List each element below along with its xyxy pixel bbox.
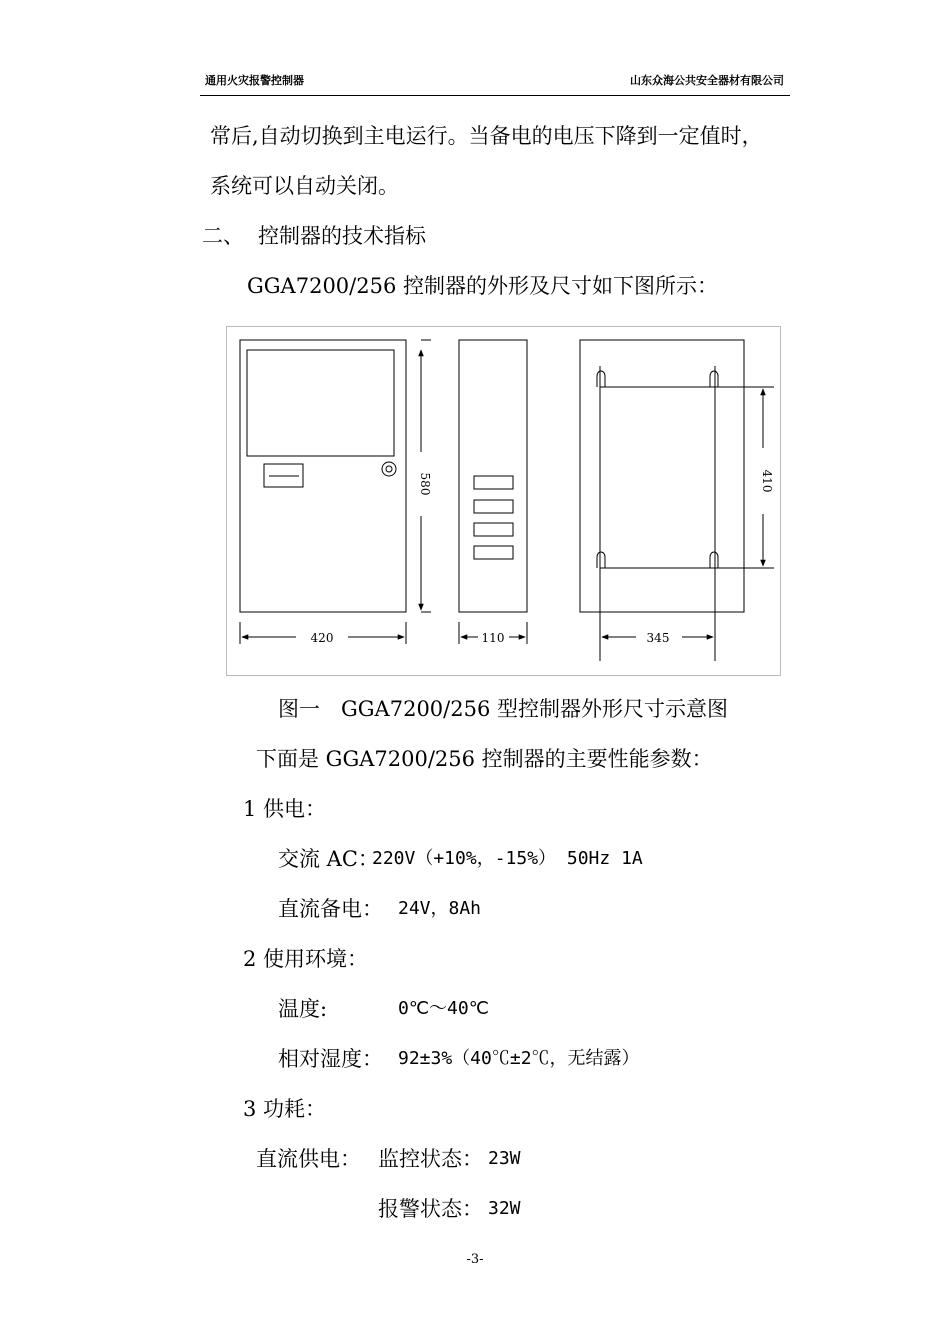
monitor-value: 23W — [488, 1148, 521, 1169]
params-intro: 下面是 GGA7200/256 控制器的主要性能参数： — [256, 747, 713, 771]
consumption-heading: 3 功耗： — [243, 1097, 327, 1121]
dc-supply-label: 直流供电： — [256, 1147, 361, 1171]
paragraph-line-1: 常后,自动切换到主电运行。当备电的电压下降到一定值时， — [210, 124, 763, 148]
dim-mount-height-label: 410 — [760, 469, 774, 493]
dim-mount-width-label: 345 — [646, 631, 670, 645]
figure-caption: 图一 GGA7200/256 型控制器外形尺寸示意图 — [278, 697, 728, 721]
header-divider — [200, 95, 790, 96]
dim-width-label: 420 — [310, 631, 334, 645]
monitor-label: 监控状态： — [378, 1147, 483, 1171]
env-heading: 2 使用环境： — [243, 947, 369, 971]
header-right-company: 山东众海公共安全器材有限公司 — [630, 74, 784, 87]
paragraph-line-2: 系统可以自动关闭。 — [210, 174, 399, 198]
section-number: 二、 — [202, 224, 244, 248]
front-view — [240, 340, 431, 644]
power-heading: 1 供电： — [243, 797, 327, 821]
figure-intro: GGA7200/256 控制器的外形及尺寸如下图所示： — [247, 274, 718, 298]
header-left-title: 通用火灾报警控制器 — [205, 74, 304, 87]
temp-label: 温度: — [278, 997, 328, 1021]
section-title: 控制器的技术指标 — [258, 224, 426, 248]
alarm-label: 报警状态： — [378, 1197, 483, 1221]
dim-depth-label: 110 — [481, 631, 505, 645]
page-number: -3- — [466, 1252, 484, 1267]
ac-value: 220V（+10%，-15%） 50Hz 1A — [372, 848, 643, 869]
humidity-label: 相对湿度： — [278, 1047, 383, 1071]
temp-value: 0℃～40℃ — [398, 998, 489, 1019]
dimension-figure — [226, 326, 781, 676]
ac-label: 交流 AC： — [278, 847, 379, 871]
alarm-value: 32W — [488, 1198, 521, 1219]
dc-value: 24V，8Ah — [398, 898, 482, 919]
dc-label: 直流备电： — [278, 897, 383, 921]
side-view — [459, 340, 527, 644]
back-view — [580, 340, 774, 661]
dim-height-label: 580 — [418, 472, 432, 496]
humidity-value: 92±3%（40℃±2℃，无结露） — [398, 1048, 640, 1069]
